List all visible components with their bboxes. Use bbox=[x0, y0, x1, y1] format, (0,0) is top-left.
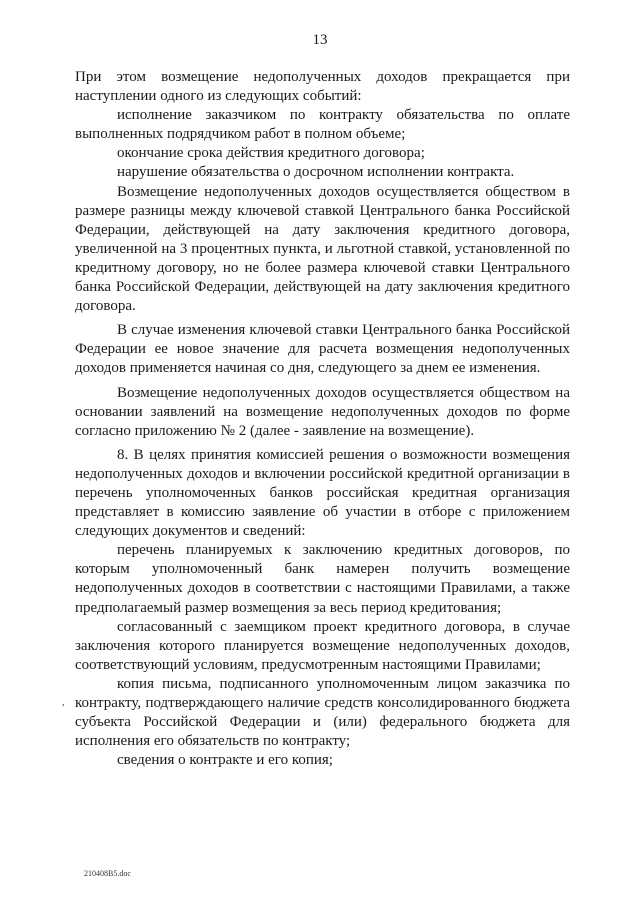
paragraph: В случае изменения ключевой ставки Центрального банка Российской Федерации ее новое значение для расчета возмещения недополученных доходов применяется начиная со дня, следующего за днем ее изменения. bbox=[75, 322, 570, 377]
paragraph: нарушение обязательства о досрочном исполнении контракта. bbox=[117, 164, 515, 181]
footer-file-code: 210408В5.doc bbox=[84, 869, 131, 878]
page-number: 13 bbox=[312, 32, 328, 48]
paragraph: копия письма, подписанного уполномоченным лицом заказчика по контракту, подтверждающего наличие средств консолидированного бюджета субъекта Российской Федерации и (или) федерального бюджета для исполнения его обязательств по контракту; bbox=[75, 675, 570, 750]
paragraph: Возмещение недополученных доходов осуществляется обществом на основании заявлений на возмещение недополученных доходов по форме согласно приложению № 2 (далее - заявление на возмещение). bbox=[75, 384, 570, 439]
paragraph: согласованный с заемщиком проект кредитного договора, в случае заключения которого планируется возмещение недополученных доходов, соответствующий условиям, предусмотренным настоящими Правилами; bbox=[75, 618, 570, 673]
paragraph: исполнение заказчиком по контракту обязательства по оплате выполненных подрядчиком работ в полном объеме; bbox=[75, 107, 570, 143]
paragraph: 8. В целях принятия комиссией решения о возможности возмещения недополученных доходов и включении российской кредитной организации в перечень уполномоченных банков российская кредитная организация представляет в комиссию заявление об участии в отборе с приложением следующих документов и сведений: bbox=[75, 446, 570, 540]
paragraph: сведения о контракте и его копия; bbox=[117, 752, 333, 769]
paragraph: При этом возмещение недополученных доходов прекращается при наступлении одного из следующих событий: bbox=[75, 69, 570, 105]
scan-mark: , bbox=[62, 697, 65, 708]
document-body bbox=[75, 68, 570, 770]
paragraph: перечень планируемых к заключению кредитных договоров, по которым уполномоченный банк намерен получить возмещение недополученных доходов в соответствии с настоящими Правилами, а также предполагаемый размер возмещения за весь период кредитования; bbox=[75, 542, 570, 616]
paragraph: Возмещение недополученных доходов осуществляется обществом в размере разницы между ключевой ставкой Центрального банка Российской Федерации, действующей на дату заключения кредитного договора, увеличенной на 3 процентных пункта, и льготной ставкой, установленной по кредитному договору, но не более размера ключевой ставки Центрального банка Российской Федерации, действующей на дату заключения кредитного договора. bbox=[75, 183, 570, 315]
paragraph: окончание срока действия кредитного договора; bbox=[117, 145, 425, 162]
